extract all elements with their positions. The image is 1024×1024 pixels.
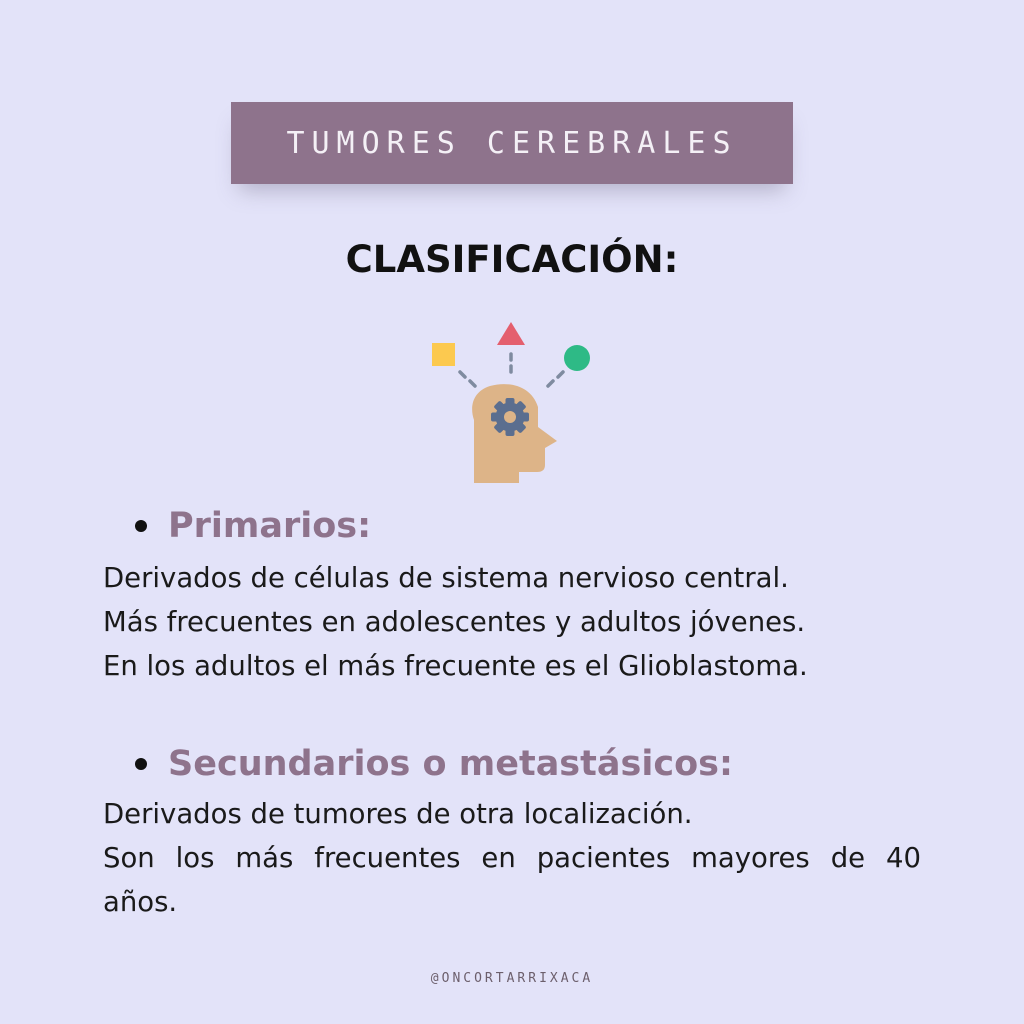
head-classification-illustration [420, 315, 610, 490]
description-line: años. [103, 886, 178, 918]
section-title-secundarios [135, 744, 733, 784]
secundarios-description [103, 792, 921, 924]
footer-handle: @ONCORTARRIXACA [430, 971, 594, 986]
head-profile-icon [472, 384, 557, 483]
bullet-icon [135, 520, 147, 532]
description-line: Derivados de tumores de otra localización. [103, 798, 693, 830]
banner-title: TUMORES CEREBRALES [286, 125, 738, 161]
description-line: Más frecuentes en adolescentes y adultos jóvenes. [103, 606, 806, 638]
section-title-text: Secundarios o metastásicos: [168, 744, 733, 784]
description-line: En los adultos el más frecuente es el Glioblastoma. [103, 650, 808, 682]
description-line: Son los más frecuentes en pacientes mayores de 40 [103, 842, 921, 874]
square-shape-icon [432, 343, 455, 366]
section-title-primarios [135, 506, 371, 546]
circle-shape-icon [564, 345, 590, 371]
title-banner [231, 102, 793, 184]
dash-lines [460, 354, 563, 386]
section-title-text: Primarios: [168, 506, 372, 546]
triangle-shape-icon [497, 322, 525, 345]
description-line: Derivados de células de sistema nervioso central. [103, 562, 789, 594]
bullet-icon [135, 758, 147, 770]
section-heading: CLASIFICACIÓN: [345, 238, 679, 281]
primarios-description [103, 556, 921, 688]
gear-icon [491, 398, 529, 436]
